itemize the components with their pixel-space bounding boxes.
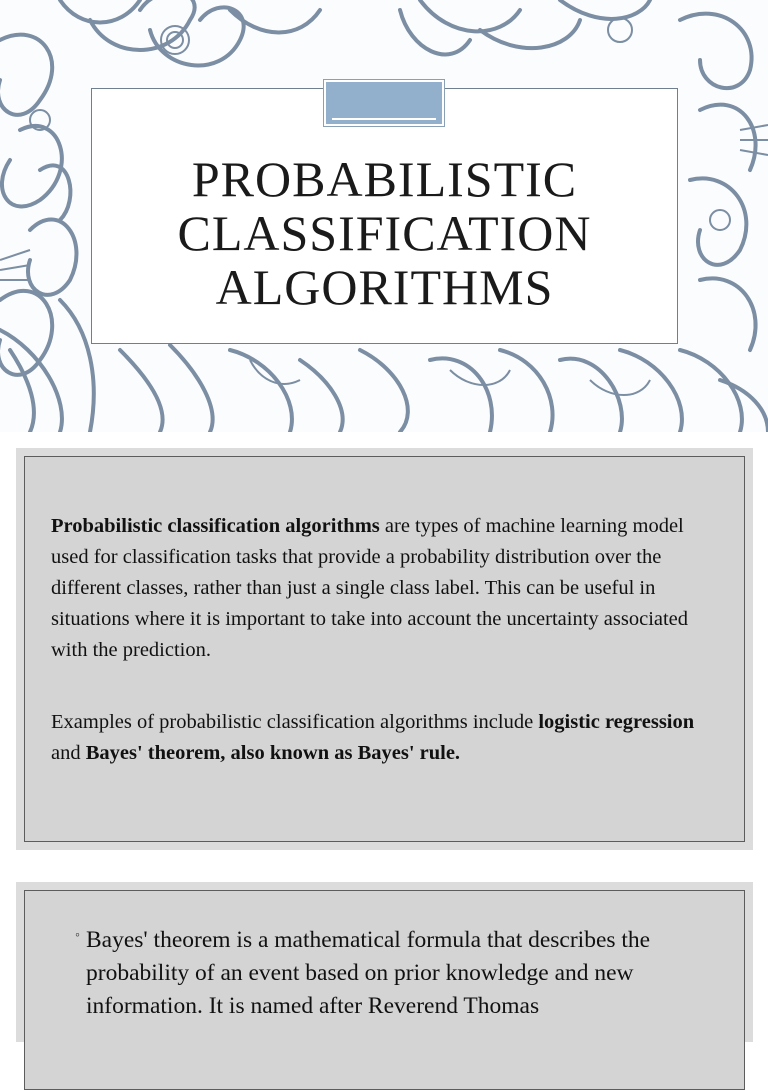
slide-separator: [0, 432, 768, 448]
bayes-slide: [16, 882, 753, 1042]
examples-mid: and: [51, 742, 86, 764]
examples-paragraph: [51, 707, 711, 769]
examples-bold-logistic: logistic regression: [538, 711, 695, 733]
title-slide: [0, 0, 768, 432]
examples-bold-bayes: Bayes' theorem, also known as Bayes' rule.: [85, 742, 461, 764]
slide-title: [177, 118, 591, 314]
accent-tab: [324, 80, 444, 126]
definition-rest: are types of machine learning model used for classification tasks that provide a probability distribution over the different classes, rather than just a single class label. This can be useful in situations where it is important to take into account the uncertainty associated with the prediction.: [51, 515, 689, 661]
definition-bold-lead: Probabilistic classification algorithms: [51, 515, 380, 537]
title-line-2: CLASSIFICATION: [177, 205, 592, 261]
examples-lead: Examples of probabilistic classification algorithms include: [51, 711, 539, 733]
definition-paragraph: [51, 511, 711, 666]
title-line-3: ALGORITHMS: [215, 259, 554, 315]
title-box: [91, 88, 678, 344]
definition-panel: [24, 456, 745, 842]
definition-slide: [16, 448, 753, 850]
bayes-bullet-text: Bayes' theorem is a mathematical formula that describes the probability of an event based on prior knowledge and new information. It is named after Reverend Thomas: [86, 927, 651, 1019]
bayes-panel: [24, 890, 745, 1090]
bullet-icon: ◦: [75, 928, 80, 943]
title-line-1: PROBABILISTIC: [191, 151, 578, 207]
